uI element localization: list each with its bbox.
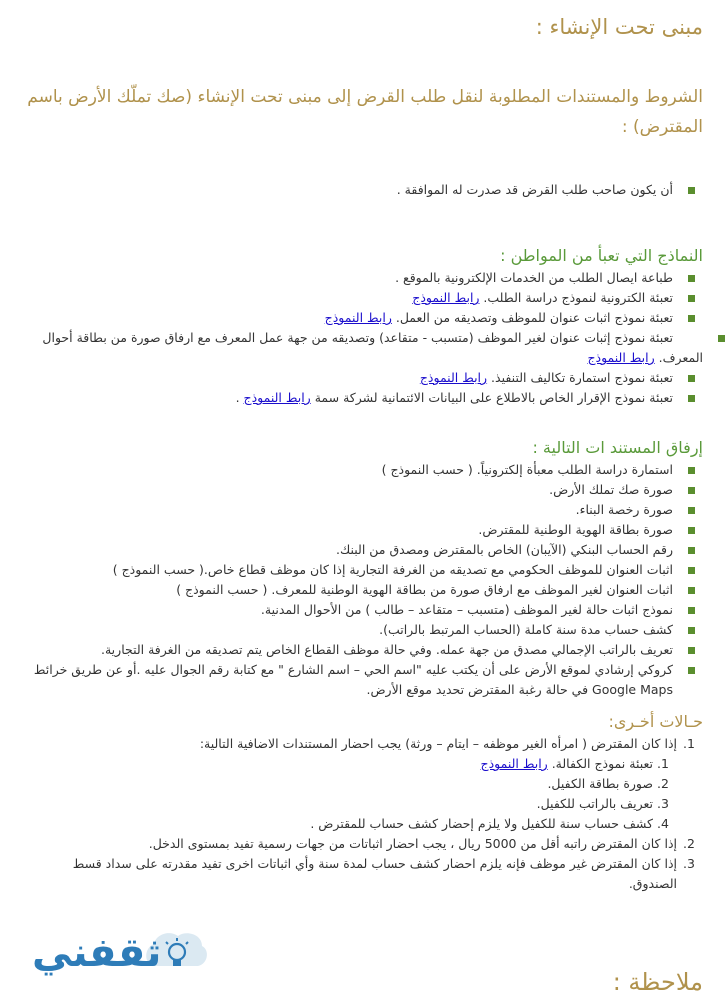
list-item-text: طباعة ايصال الطلب من الخدمات الإلكترونية بالموقع . [395,270,673,285]
form-link[interactable]: رابط النموذج [412,290,480,305]
sub-list-item: 4. كشف حساب سنة للكفيل ولا يلزم إحضار كشف حساب للمقترض . [22,814,653,834]
list-item: نموذج اثبات حالة لغير الموظف (متسبب – متقاعد – طالب ) من الأحوال المدنية. [22,600,703,620]
list-item [22,368,703,388]
list-item: اثبات العنوان للموظف الحكومي مع تصديقه من الغرفة التجارية إذا كان موظف قطاع خاص.( حسب النموذج ) [22,560,703,580]
other-cases-heading: حـالات أخـرى: [608,712,703,731]
list-item-text: تعبئة نموذج الكفالة. [547,756,653,771]
list-item: اثبات العنوان لغير الموظف مع ارفاق صورة من بطاقة الهوية الوطنية للمعرف. ( حسب النموذج ) [22,580,703,600]
sub-list [22,754,677,834]
form-link[interactable]: رابط النموذج [587,350,655,365]
logo-text: ثقفني [32,930,162,976]
list-item: صورة رخصة البناء. [22,500,703,520]
list-item [22,288,703,308]
list-item [22,328,725,368]
list-item: 2. إذا كان المقترض راتبه أقل من 5000 ريال ، يجب احضار اثباتات من جهات رسمية تفيد بمستوى الدخل. [22,834,679,854]
other-cases-list [22,734,703,894]
list-item-tail: . [235,390,244,405]
form-link[interactable]: رابط النموذج [419,370,488,385]
list-item-text: إذا كان المقترض ( امرأه الغير موظفه – ايتام – ورثة) يجب احضار المستندات الاضافية التالية: [199,736,677,751]
sub-list-item: 2. صورة بطاقة الكفيل. [22,774,653,794]
sub-list-item: 3. تعريف بالراتب للكفيل. [22,794,653,814]
attachments-heading: إرفاق المستند ات التالية : [532,438,703,457]
list-item-text: تعبئة نموذج إثبات عنوان لغير الموظف (متسبب - متقاعد) وتصديقه من جهة عمل المعرف مع ارفاق صورة من بطاقة أحوال المعرف. [42,330,703,365]
list-item-text: تعبئة نموذج الإقرار الخاص بالاطلاع على البيانات الائتمانية لشركة سمة [310,390,673,405]
list-item [22,388,703,408]
list-item [22,734,679,834]
forms-heading: النماذج التي تعبأ من المواطن : [500,246,703,265]
sub-list-item [22,754,653,774]
list-item: صورة صك تملك الأرض. [22,480,703,500]
note-heading: ملاحظة : [612,968,703,996]
list-item: رقم الحساب البنكي (الآيبان) الخاص بالمقترض ومصدق من البنك. [22,540,703,560]
list-item: صورة بطاقة الهوية الوطنية للمقترض. [22,520,703,540]
list-item-text: تعبئة نموذج استمارة تكاليف التنفيذ. [487,370,673,385]
list-item: أن يكون صاحب طلب القرض قد صدرت له الموافقة . [22,180,703,200]
list-item [22,308,703,328]
attachments-list [22,460,703,700]
form-link[interactable]: رابط النموذج [243,390,311,405]
list-item [22,268,703,288]
list-item: استمارة دراسة الطلب معبأة إلكترونياً. ( حسب النموذج ) [22,460,703,480]
list-item-text: تعبئة الكترونية لنموذج دراسة الطلب. [479,290,673,305]
forms-list [22,268,703,408]
form-link[interactable]: رابط النموذج [324,310,392,325]
list-item: تعريف بالراتب الإجمالي مصدق من جهة عمله. وفي حالة موظف القطاع الخاص يتم تصديقه من الغرفة التجارية. [22,640,703,660]
conditions-list [22,180,703,200]
list-item: 3. إذا كان المقترض غير موظف فإنه يلزم احضار كشف حساب لمدة سنة وأي اثباتات اخرى تفيد مقدرته على سداد قسط الصندوق. [22,854,679,894]
list-item-text: تعبئة نموذج اثبات عنوان للموظف وتصديقه من العمل. [391,310,673,325]
form-link[interactable]: رابط النموذج [480,756,548,771]
page-title: مبنى تحت الإنشاء : [535,15,703,39]
list-item: كروكي إرشادي لموقع الأرض على أن يكتب عليه "اسم الحي – اسم الشارع " مع كتابة رقم الجوال عليه .أو عن طريق خرائط Google Maps في حالة رغبة المقترض تحديد موقع الأرض. [22,660,703,700]
conditions-heading: الشروط والمستندات المطلوبة لنقل طلب القرض إلى مبنى تحت الإنشاء (صك تملّك الأرض باسم المقترض) : [27,87,703,137]
site-logo[interactable] [14,928,214,980]
list-item: كشف حساب مدة سنة كاملة (الحساب المرتبط بالراتب). [22,620,703,640]
